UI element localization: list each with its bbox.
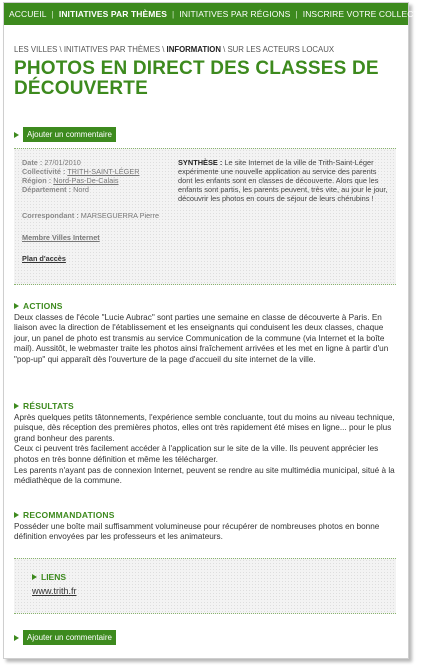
recommandations-heading: RECOMMANDATIONS (23, 510, 115, 520)
departement-label: Département : (22, 185, 72, 194)
nav-separator: | (295, 9, 298, 19)
nav-inscrire-collectivite[interactable]: INSCRIRE VOTRE COLLECTIVITÉ (302, 9, 441, 19)
info-box (14, 148, 396, 285)
liens-box (14, 558, 396, 614)
nav-initiatives-regions[interactable]: INITIATIVES PAR RÉGIONS (179, 9, 291, 19)
nav-initiatives-themes[interactable]: INITIATIVES PAR THÈMES (58, 9, 168, 19)
collectivite-link[interactable]: TRITH-SAINT-LÉGER (67, 167, 140, 176)
page-frame (3, 2, 441, 659)
correspondant-value: MARSEGUERRA Pierre (80, 211, 160, 220)
departement-value: Nord (73, 185, 89, 194)
add-comment-row-bottom (14, 630, 116, 645)
actions-text: Deux classes de l'école "Lucie Aubrac" sont parties une semaine en classe de découverte à Paris. En liaison avec la direction de l'établissement et les enseignants qui conduisent les deux classes, chaque jour, un panel de photo est transmis au service Communication de la commune (via Internet et la boîte mail). Aussitôt, le webmaster traite les photos ainsi fraîchement arrivées et les met en ligne à partir d'un "pop-up" qui apparaît dès l'ouverture de la page d'accueil du site internet de la ville. (14, 312, 389, 364)
nav-separator: | (172, 9, 175, 19)
breadcrumb-information: INFORMATION (166, 45, 221, 54)
breadcrumb-les-villes[interactable]: LES VILLES (14, 45, 58, 54)
add-comment-button-bottom[interactable]: Ajouter un commentaire (23, 630, 116, 645)
actions-section (14, 301, 399, 366)
breadcrumb: LES VILLES \ INITIATIVES PAR THÈMES \ INFORMATION \ SUR LES ACTEURS LOCAUX (14, 45, 335, 54)
breadcrumb-initiatives-themes[interactable]: INITIATIVES PAR THÈMES (63, 45, 161, 54)
arrow-right-icon (14, 635, 19, 641)
breadcrumb-acteurs-locaux[interactable]: SUR LES ACTEURS LOCAUX (227, 45, 335, 54)
arrow-right-icon (14, 403, 19, 409)
meta-panel (22, 158, 164, 263)
date-label: Date : (22, 158, 43, 167)
membre-villes-internet-link[interactable]: Membre Villes Internet (22, 233, 100, 242)
plan-acces-link[interactable]: Plan d'accès (22, 254, 66, 263)
synthese-label: SYNTHÈSE : (178, 158, 223, 167)
page-title: PHOTOS EN DIRECT DES CLASSES DE DÉCOUVERTE (14, 58, 379, 99)
actions-heading: ACTIONS (23, 301, 63, 311)
recommandations-section (14, 510, 399, 543)
nav-accueil[interactable]: ACCUEIL (9, 9, 47, 19)
resultats-text-3: Les parents n'ayant pas de connexion Internet, peuvent se rendre au site multimédia municipal, situé à la médiathèque de la commune. (14, 465, 395, 486)
resultats-text-1: Après quelques petits tâtonnements, l'expérience semble concluante, tout du moins au niveau technique, puisque, dès réception des premières photos, elles ont très rapidement été mises en ligne... pour le plus grand bonheur des parents. (14, 412, 395, 443)
arrow-right-icon (14, 512, 19, 518)
trith-website-link[interactable]: www.trith.fr (32, 586, 77, 596)
top-navigation (4, 3, 441, 25)
collectivite-label: Collectivité : (22, 167, 66, 176)
synthese-text: Le site Internet de la ville de Trith-Saint-Léger expérimente une nouvelle application au service des parents dont les enfants sont en classes de découverte. Alors que les enfants sont partis, les parents peuvent, très vite, au jour le jour, découvrir les photos en cours de séjour de leurs chérubins ! (178, 158, 388, 203)
arrow-right-icon (14, 303, 19, 309)
correspondant-label: Correspondant : (22, 211, 79, 220)
region-link[interactable]: Nord-Pas-De-Calais (53, 176, 119, 185)
add-comment-button[interactable]: Ajouter un commentaire (23, 127, 116, 142)
region-label: Région : (22, 176, 52, 185)
date-value: 27/01/2010 (44, 158, 81, 167)
resultats-text-2: Ceux ci peuvent très facilement accéder à l'application sur le site de la ville. Ils peuvent apprécier les photos en très bonne définition et même les télécharger. (14, 444, 379, 464)
arrow-right-icon (14, 132, 19, 138)
resultats-section (14, 401, 399, 487)
arrow-right-icon (32, 574, 37, 580)
nav-separator: | (51, 9, 54, 19)
synthese (178, 158, 390, 203)
resultats-heading: RÉSULTATS (23, 401, 74, 411)
add-comment-row-top (14, 127, 116, 142)
liens-heading: LIENS (41, 572, 67, 582)
recommandations-text: Posséder une boîte mail suffisamment volumineuse pour récupérer de nombreuses photos en bonne définition envoyées par les professeurs et les animateurs. (14, 521, 380, 542)
